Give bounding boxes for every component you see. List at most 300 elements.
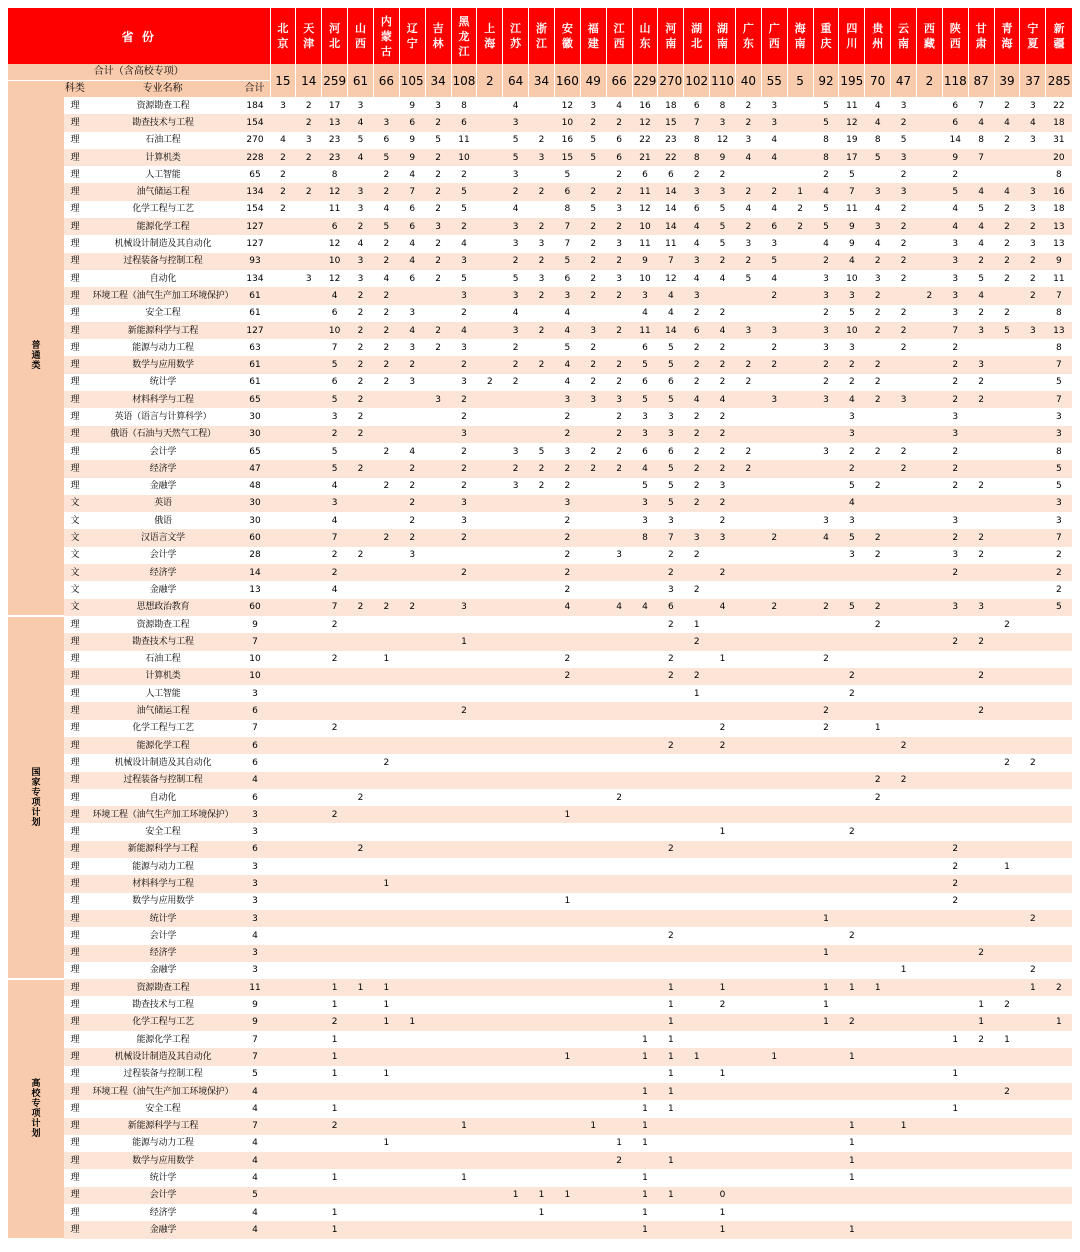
province-name: 陕西: [949, 22, 961, 50]
quota-cell: [761, 927, 787, 944]
province-total-8: 2: [477, 64, 503, 97]
quota-cell: 2: [684, 426, 710, 443]
quota-cell: 2: [1046, 581, 1072, 598]
quota-cell: [322, 893, 348, 910]
subject-cell: 理: [64, 183, 86, 200]
quota-cell: 5: [658, 495, 684, 512]
quota-cell: 1: [839, 1221, 865, 1238]
quota-cell: 2: [735, 443, 761, 460]
quota-cell: [477, 737, 503, 754]
quota-cell: [787, 356, 813, 373]
quota-cell: [348, 616, 374, 633]
quota-cell: [891, 1187, 917, 1204]
quota-cell: 6: [322, 374, 348, 391]
quota-cell: 2: [865, 599, 891, 616]
quota-cell: 2: [606, 287, 632, 304]
quota-cell: 2: [399, 512, 425, 529]
quota-cell: [554, 1031, 580, 1048]
quota-cell: [968, 772, 994, 789]
subject-cell: 理: [64, 1169, 86, 1186]
quota-cell: 3: [658, 408, 684, 425]
row-total-cell: 65: [240, 166, 270, 183]
quota-cell: [373, 893, 399, 910]
quota-cell: [1020, 564, 1046, 581]
quota-cell: [761, 910, 787, 927]
quota-cell: [322, 1083, 348, 1100]
quota-cell: [891, 1083, 917, 1100]
quota-cell: [580, 166, 606, 183]
quota-cell: [296, 1152, 322, 1169]
quota-cell: 1: [787, 183, 813, 200]
quota-cell: [348, 668, 374, 685]
quota-cell: [477, 1152, 503, 1169]
quota-cell: [839, 651, 865, 668]
quota-cell: 2: [1046, 979, 1072, 996]
quota-cell: 3: [710, 478, 736, 495]
quota-cell: 4: [399, 235, 425, 252]
quota-cell: [994, 460, 1020, 477]
major-name-cell: 机械设计制造及其自动化: [86, 754, 240, 771]
quota-cell: [580, 547, 606, 564]
quota-cell: [1046, 841, 1072, 858]
quota-cell: [994, 443, 1020, 460]
quota-cell: 12: [632, 114, 658, 131]
quota-cell: 1: [658, 1031, 684, 1048]
quota-cell: [787, 495, 813, 512]
quota-cell: [529, 651, 555, 668]
quota-cell: [735, 685, 761, 702]
quota-cell: [477, 183, 503, 200]
quota-cell: [787, 132, 813, 149]
quota-cell: [813, 581, 839, 598]
quota-cell: 2: [451, 408, 477, 425]
quota-cell: [891, 374, 917, 391]
quota-cell: 2: [710, 512, 736, 529]
quota-cell: 1: [1046, 1014, 1072, 1031]
quota-cell: 2: [477, 374, 503, 391]
quota-cell: [735, 564, 761, 581]
quota-cell: 2: [813, 253, 839, 270]
quota-cell: [399, 287, 425, 304]
quota-cell: 3: [813, 391, 839, 408]
quota-cell: [425, 356, 451, 373]
quota-cell: [270, 754, 296, 771]
quota-cell: [529, 962, 555, 979]
quota-cell: [477, 1118, 503, 1135]
province-header-29: [1020, 8, 1046, 64]
quota-cell: [1046, 996, 1072, 1013]
table-row: [8, 218, 1072, 235]
quota-cell: [296, 685, 322, 702]
quota-cell: [554, 772, 580, 789]
quota-cell: 2: [425, 253, 451, 270]
quota-cell: 2: [942, 858, 968, 875]
major-name-cell: 油气储运工程: [86, 183, 240, 200]
quota-cell: [968, 927, 994, 944]
quota-cell: [373, 1169, 399, 1186]
quota-cell: [399, 702, 425, 719]
row-total-cell: 4: [240, 1100, 270, 1117]
quota-cell: [787, 322, 813, 339]
quota-cell: [813, 962, 839, 979]
quota-cell: [1020, 1204, 1046, 1221]
quota-cell: [916, 339, 942, 356]
row-total-cell: 48: [240, 478, 270, 495]
quota-cell: [348, 858, 374, 875]
subject-cell: 理: [64, 270, 86, 287]
quota-cell: 1: [839, 1118, 865, 1135]
quota-cell: [865, 651, 891, 668]
quota-cell: 2: [554, 581, 580, 598]
quota-cell: [373, 97, 399, 114]
quota-cell: 2: [503, 356, 529, 373]
quota-cell: 4: [865, 201, 891, 218]
quota-cell: [399, 1135, 425, 1152]
quota-cell: 6: [606, 149, 632, 166]
quota-cell: 11: [322, 201, 348, 218]
quota-cell: 2: [735, 253, 761, 270]
quota-cell: [891, 1135, 917, 1152]
quota-cell: [813, 754, 839, 771]
quota-cell: [787, 1100, 813, 1117]
quota-cell: [735, 1083, 761, 1100]
quota-cell: 9: [839, 218, 865, 235]
quota-cell: 15: [658, 114, 684, 131]
total-label: 合计（含高校专项）: [8, 64, 270, 81]
quota-cell: [684, 927, 710, 944]
quota-cell: 2: [942, 460, 968, 477]
quota-cell: [891, 478, 917, 495]
quota-cell: [425, 599, 451, 616]
quota-cell: [994, 1014, 1020, 1031]
quota-cell: [916, 495, 942, 512]
quota-cell: 11: [632, 322, 658, 339]
quota-cell: 21: [632, 149, 658, 166]
quota-cell: 2: [554, 564, 580, 581]
quota-cell: [606, 616, 632, 633]
row-total-cell: 14: [240, 564, 270, 581]
quota-cell: 2: [865, 478, 891, 495]
quota-cell: [606, 1083, 632, 1100]
quota-cell: [606, 893, 632, 910]
quota-cell: 1: [968, 996, 994, 1013]
province-total-5: 105: [399, 64, 425, 97]
quota-cell: [865, 495, 891, 512]
quota-cell: 2: [606, 408, 632, 425]
major-name-cell: 计算机类: [86, 149, 240, 166]
quota-cell: [606, 772, 632, 789]
quota-cell: [399, 979, 425, 996]
quota-cell: [916, 737, 942, 754]
quota-cell: [580, 772, 606, 789]
quota-cell: [606, 806, 632, 823]
quota-cell: [968, 1048, 994, 1065]
quota-cell: [296, 253, 322, 270]
quota-cell: [554, 962, 580, 979]
table-row: [8, 581, 1072, 598]
quota-cell: [425, 374, 451, 391]
quota-cell: [813, 841, 839, 858]
quota-cell: [735, 529, 761, 546]
quota-cell: [270, 737, 296, 754]
quota-cell: [503, 1152, 529, 1169]
quota-cell: [529, 581, 555, 598]
quota-cell: [916, 356, 942, 373]
quota-cell: 2: [451, 166, 477, 183]
table-row: [8, 1031, 1072, 1048]
quota-cell: [425, 1014, 451, 1031]
quota-cell: 3: [1020, 322, 1046, 339]
quota-cell: [503, 1048, 529, 1065]
quota-cell: [891, 1031, 917, 1048]
quota-cell: [296, 1221, 322, 1238]
quota-cell: 2: [451, 460, 477, 477]
quota-cell: [761, 979, 787, 996]
subject-cell: 理: [64, 149, 86, 166]
quota-cell: [425, 1187, 451, 1204]
quota-cell: [529, 893, 555, 910]
quota-cell: [399, 806, 425, 823]
quota-cell: 2: [994, 235, 1020, 252]
quota-cell: 2: [270, 183, 296, 200]
quota-cell: 2: [529, 460, 555, 477]
quota-cell: 2: [270, 201, 296, 218]
quota-cell: 1: [451, 1169, 477, 1186]
quota-cell: [658, 685, 684, 702]
quota-cell: [942, 1014, 968, 1031]
quota-cell: 16: [632, 97, 658, 114]
quota-cell: 1: [529, 1204, 555, 1221]
quota-cell: [529, 1066, 555, 1083]
quota-cell: 2: [606, 426, 632, 443]
quota-cell: [968, 823, 994, 840]
quota-cell: 5: [322, 356, 348, 373]
quota-cell: [296, 1187, 322, 1204]
quota-cell: 1: [684, 685, 710, 702]
quota-cell: [580, 806, 606, 823]
major-name-cell: 经济学: [86, 460, 240, 477]
quota-cell: [503, 1221, 529, 1238]
quota-cell: 2: [399, 460, 425, 477]
province-name: 上海: [484, 22, 496, 50]
quota-cell: [322, 1187, 348, 1204]
quota-cell: 2: [503, 183, 529, 200]
quota-cell: 2: [348, 287, 374, 304]
row-total-cell: 63: [240, 339, 270, 356]
quota-cell: [968, 841, 994, 858]
quota-cell: [968, 1066, 994, 1083]
quota-cell: [865, 1187, 891, 1204]
quota-cell: [839, 996, 865, 1013]
quota-cell: 16: [554, 132, 580, 149]
quota-cell: [684, 1204, 710, 1221]
quota-cell: [761, 581, 787, 598]
quota-cell: 4: [813, 235, 839, 252]
province-total-2: 259: [322, 64, 348, 97]
quota-cell: [425, 668, 451, 685]
quota-cell: [606, 841, 632, 858]
quota-cell: [270, 1066, 296, 1083]
quota-cell: 3: [735, 322, 761, 339]
quota-cell: [813, 668, 839, 685]
quota-cell: 5: [373, 149, 399, 166]
quota-cell: [632, 841, 658, 858]
quota-cell: 12: [322, 235, 348, 252]
quota-cell: 2: [554, 478, 580, 495]
quota-cell: [632, 737, 658, 754]
quota-cell: [296, 356, 322, 373]
quota-cell: [296, 166, 322, 183]
quota-cell: [942, 806, 968, 823]
quota-cell: [606, 1221, 632, 1238]
quota-cell: [787, 720, 813, 737]
quota-cell: [477, 564, 503, 581]
quota-cell: [1046, 1100, 1072, 1117]
quota-cell: [503, 599, 529, 616]
province-header-19: [761, 8, 787, 64]
quota-cell: 2: [580, 356, 606, 373]
quota-cell: [503, 1135, 529, 1152]
quota-cell: [477, 841, 503, 858]
quota-cell: 8: [1046, 166, 1072, 183]
quota-cell: 2: [994, 253, 1020, 270]
quota-cell: [399, 1066, 425, 1083]
table-row: [8, 235, 1072, 252]
quota-cell: 2: [322, 564, 348, 581]
quota-cell: [373, 1100, 399, 1117]
quota-cell: [787, 789, 813, 806]
quota-cell: [606, 1204, 632, 1221]
quota-cell: 2: [658, 668, 684, 685]
subject-cell: 理: [64, 1031, 86, 1048]
quota-cell: [1020, 426, 1046, 443]
quota-cell: 11: [839, 201, 865, 218]
quota-cell: 2: [710, 305, 736, 322]
major-name-cell: 能源化学工程: [86, 737, 240, 754]
quota-cell: [399, 875, 425, 892]
quota-cell: [710, 1135, 736, 1152]
quota-cell: [477, 1135, 503, 1152]
quota-cell: [839, 702, 865, 719]
major-name-cell: 金融学: [86, 962, 240, 979]
quota-cell: 3: [684, 529, 710, 546]
province-header-16: [684, 8, 710, 64]
quota-cell: [968, 426, 994, 443]
quota-cell: [296, 841, 322, 858]
quota-cell: 2: [839, 927, 865, 944]
quota-cell: [399, 945, 425, 962]
subject-cell: 文: [64, 564, 86, 581]
quota-cell: [710, 858, 736, 875]
quota-cell: [270, 305, 296, 322]
quota-cell: [529, 599, 555, 616]
province-header-0: [270, 8, 296, 64]
quota-cell: [529, 754, 555, 771]
quota-cell: 2: [839, 823, 865, 840]
quota-cell: [916, 443, 942, 460]
quota-cell: [1046, 720, 1072, 737]
quota-cell: [684, 910, 710, 927]
major-name-cell: 人工智能: [86, 685, 240, 702]
province-name: 云南: [898, 22, 910, 50]
quota-cell: [632, 564, 658, 581]
province-name: 湖北: [691, 22, 703, 50]
quota-cell: 1: [322, 979, 348, 996]
quota-cell: [916, 651, 942, 668]
quota-cell: 5: [839, 166, 865, 183]
quota-cell: [425, 1169, 451, 1186]
quota-cell: 1: [865, 720, 891, 737]
quota-cell: [270, 478, 296, 495]
quota-cell: [994, 374, 1020, 391]
quota-cell: [554, 841, 580, 858]
province-header-8: [477, 8, 503, 64]
quota-cell: [865, 754, 891, 771]
quota-cell: [684, 772, 710, 789]
quota-cell: 5: [632, 356, 658, 373]
province-name: 江苏: [510, 22, 522, 50]
quota-cell: 3: [942, 253, 968, 270]
quota-cell: [296, 1204, 322, 1221]
quota-cell: [942, 979, 968, 996]
quota-cell: [606, 1100, 632, 1117]
quota-cell: [296, 737, 322, 754]
quota-cell: [968, 581, 994, 598]
quota-cell: [632, 962, 658, 979]
quota-cell: [735, 962, 761, 979]
quota-cell: [580, 823, 606, 840]
quota-cell: [270, 270, 296, 287]
quota-cell: 2: [684, 166, 710, 183]
quota-cell: 4: [968, 114, 994, 131]
quota-cell: [942, 1048, 968, 1065]
table-row: [8, 858, 1072, 875]
quota-cell: 3: [606, 547, 632, 564]
quota-cell: 5: [503, 132, 529, 149]
quota-cell: 1: [632, 1204, 658, 1221]
quota-cell: 2: [891, 114, 917, 131]
province-total-15: 270: [658, 64, 684, 97]
quota-cell: [710, 581, 736, 598]
quota-cell: [399, 927, 425, 944]
quota-cell: [606, 754, 632, 771]
quota-cell: [580, 1135, 606, 1152]
quota-cell: [270, 460, 296, 477]
quota-cell: 11: [1046, 270, 1072, 287]
quota-cell: 6: [684, 97, 710, 114]
quota-cell: [787, 806, 813, 823]
quota-cell: 2: [710, 564, 736, 581]
quota-cell: 5: [942, 183, 968, 200]
quota-cell: [529, 564, 555, 581]
quota-cell: 10: [839, 270, 865, 287]
quota-cell: [813, 927, 839, 944]
quota-cell: [916, 1100, 942, 1117]
quota-cell: 3: [451, 374, 477, 391]
quota-cell: [942, 996, 968, 1013]
quota-cell: [296, 581, 322, 598]
quota-cell: [916, 979, 942, 996]
subject-cell: 理: [64, 97, 86, 114]
quota-cell: 2: [994, 754, 1020, 771]
quota-cell: 6: [658, 443, 684, 460]
quota-cell: 5: [968, 201, 994, 218]
quota-cell: [761, 166, 787, 183]
major-name-cell: 材料科学与工程: [86, 875, 240, 892]
quota-cell: [710, 910, 736, 927]
quota-cell: [632, 823, 658, 840]
table-row: [8, 460, 1072, 477]
